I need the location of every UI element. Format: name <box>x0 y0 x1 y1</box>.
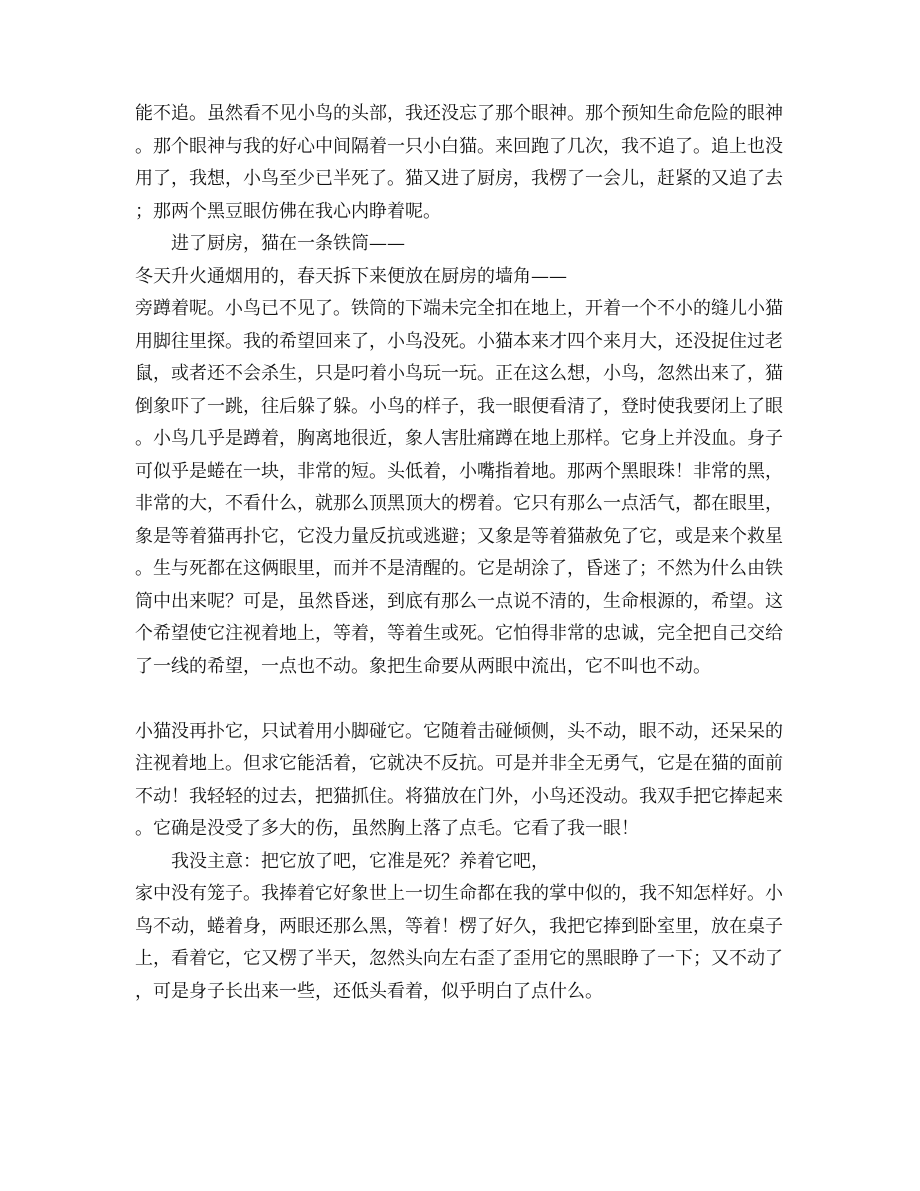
text-line: 鼠，或者还不会杀生，只是叼着小鸟玩一玩。正在这么想，小鸟，忽然出来了，猫 <box>135 363 783 384</box>
text-line: 用脚往里探。我的希望回来了，小鸟没死。小猫本来才四个来月大，还没捉住过老 <box>135 330 783 352</box>
text-line: 注视着地上。但求它能活着，它就决不反抗。可是并非全无勇气，它是在猫的面前 <box>135 753 783 774</box>
text-line: 了一线的希望，一点也不动。象把生命要从两眼中流出，它不叫也不动。 <box>135 655 711 677</box>
text-line: 象是等着猫再扑它，它没力量反抗或逃避；又象是等着猫赦免了它，或是来个救星 <box>135 525 783 547</box>
text-line: 小猫没再扑它，只试着用小脚碰它。它随着击碰倾侧，头不动，眼不动，还呆呆的 <box>135 720 783 742</box>
text-line: 能不追。虽然看不见小鸟的头部，我还没忘了那个眼神。那个预知生命危险的眼神 <box>135 103 783 124</box>
blank-line <box>135 683 795 716</box>
text-line: 鸟不动，蜷着身，两眼还那么黑，等着！楞了好久，我把它捧到卧室里，放在桌子 <box>135 915 783 937</box>
text-line: 用了，我想，小鸟至少已半死了。猫又进了厨房，我楞了一会儿，赶紧的又追了去 <box>135 168 783 189</box>
text-line: ；那两个黑豆眼仿佛在我心内睁着呢。 <box>135 200 441 222</box>
text-line: 进了厨房，猫在一条铁筒—— <box>171 233 405 254</box>
text-line: 。小鸟几乎是蹲着，胸离地很近，象人害肚痛蹲在地上那样。它身上并没血。身子 <box>135 428 783 449</box>
text-line: 旁蹲着呢。小鸟已不见了。铁筒的下端未完全扣在地上，开着一个不小的缝儿小猫 <box>135 298 783 319</box>
document-body <box>135 98 795 1008</box>
text-line: 我没主意：把它放了吧，它准是死？养着它吧， <box>171 850 549 872</box>
text-line: 个希望使它注视着地上，等着，等着生或死。它怕得非常的忠诚，完全把自己交给 <box>135 623 783 644</box>
text-line: 。那个眼神与我的好心中间隔着一只小白猫。来回跑了几次，我不追了。追上也没 <box>135 135 783 157</box>
text-line: 非常的大，不看什么，就那么顶黑顶大的楞着。它只有那么一点活气，都在眼里， <box>135 493 783 514</box>
text-line: 倒象吓了一跳，往后躲了躲。小鸟的样子，我一眼便看清了，登时使我要闭上了眼 <box>135 395 783 417</box>
text-line: 。它确是没受了多大的伤，虽然胸上落了点毛。它看了我一眼！ <box>135 818 639 839</box>
text-line: ，可是身子长出来一些，还低头看着，似乎明白了点什么。 <box>135 980 603 1002</box>
text-line: 。生与死都在这俩眼里，而并不是清醒的。它是胡涂了，昏迷了；不然为什么由铁 <box>135 558 783 579</box>
text-line: 冬天升火通烟用的，春天拆下来便放在厨房的墙角—— <box>135 265 567 287</box>
text-line: 上，看着它，它又楞了半天，忽然头向左右歪了歪用它的黑眼睁了一下；又不动了 <box>135 948 783 969</box>
text-line: 可似乎是蜷在一块，非常的短。头低着，小嘴指着地。那两个黑眼珠！非常的黑， <box>135 460 783 482</box>
text-line: 筒中出来呢？可是，虽然昏迷，到底有那么一点说不清的，生命根源的，希望。这 <box>135 590 783 612</box>
text-line: 家中没有笼子。我捧着它好象世上一切生命都在我的掌中似的，我不知怎样好。小 <box>135 883 783 904</box>
text-line: 不动！我轻轻的过去，把猫抓住。将猫放在门外，小鸟还没动。我双手把它捧起来 <box>135 785 783 807</box>
